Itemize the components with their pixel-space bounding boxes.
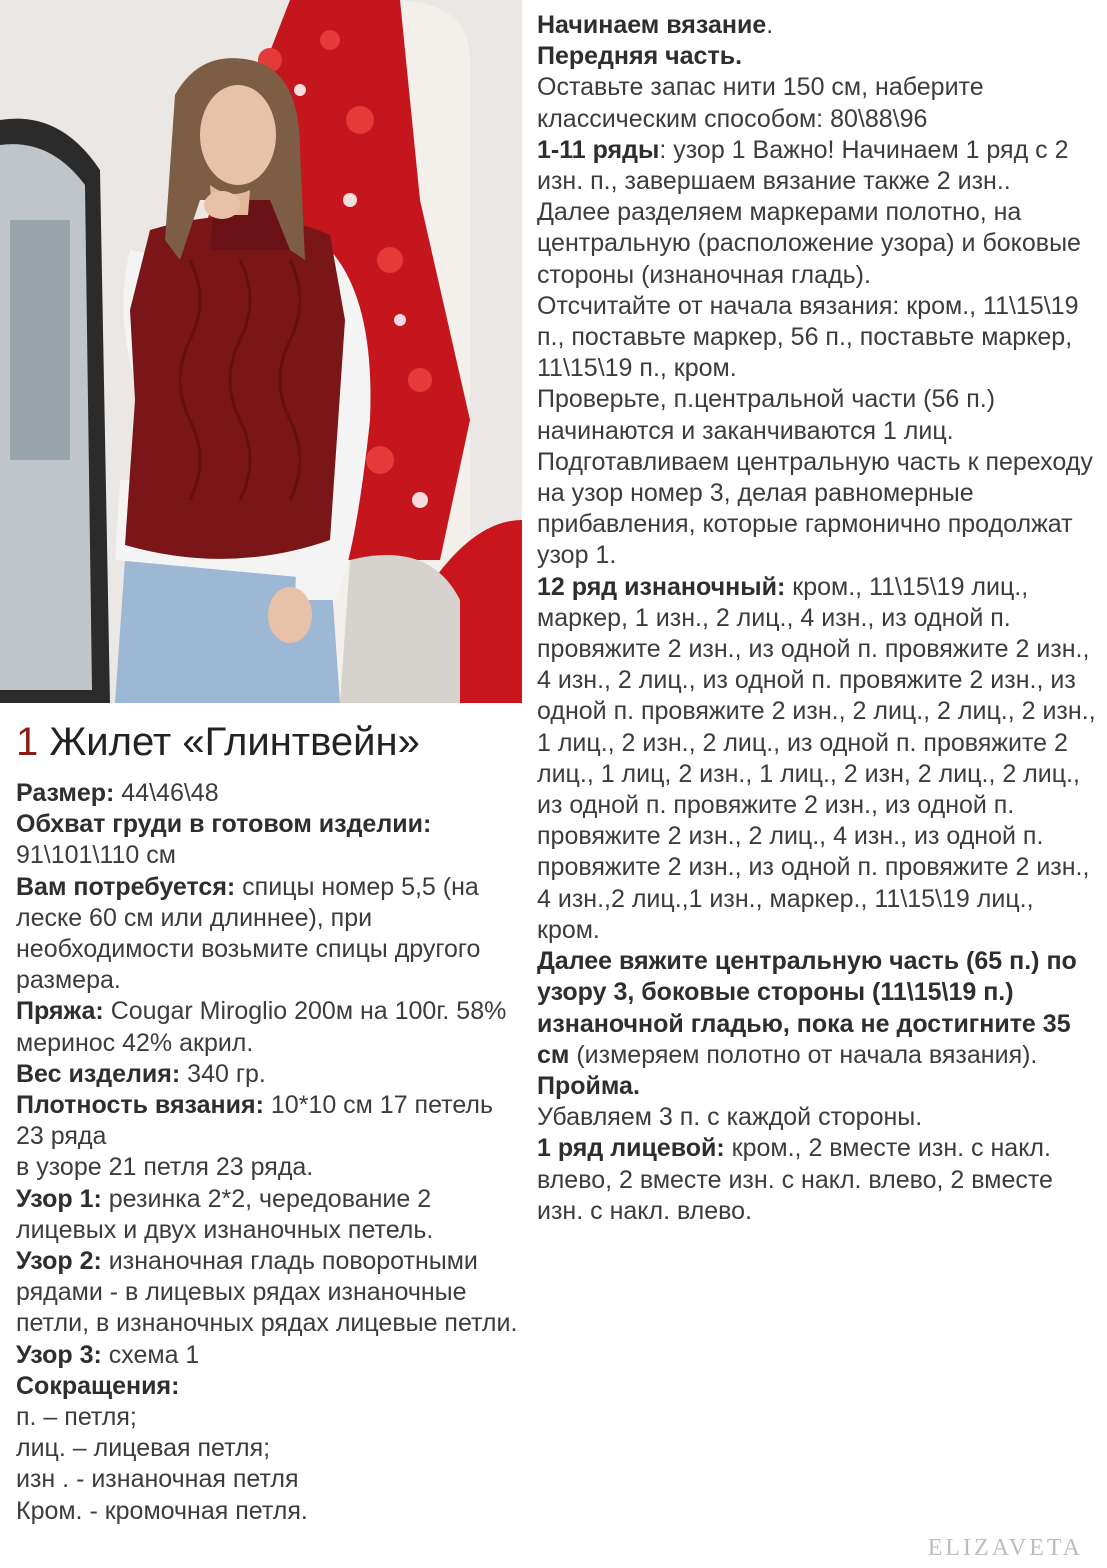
paragraph-text: Далее разделяем маркерами полотно, на центральную (расположение узора) и боковые стороны (изнаночная гладь). (537, 198, 1081, 289)
paragraph (16, 1464, 521, 1495)
paragraph (537, 946, 1097, 1071)
paragraph-label: Узор 1: (16, 1184, 102, 1213)
paragraph-label: Вес изделия: (16, 1059, 181, 1088)
paragraph (16, 1340, 521, 1371)
paragraph-label: 1 ряд лицевой: (537, 1134, 725, 1163)
paragraph (537, 41, 1097, 72)
left-column (16, 718, 521, 1527)
paragraph-label: Обхват груди в готовом изделии: (16, 810, 432, 839)
paragraph-text: 91\101\110 см (16, 841, 176, 870)
paragraph (16, 1433, 521, 1464)
paragraph (16, 1402, 521, 1433)
paragraph (537, 10, 1097, 41)
paragraph-label: Узор 3: (16, 1340, 102, 1369)
paragraph (537, 72, 1097, 134)
product-photo (0, 0, 522, 703)
paragraph-text: п. – петля; (16, 1403, 137, 1432)
paragraph-text: . (766, 11, 774, 39)
paragraph-text: в узоре 21 петля 23 ряда. (16, 1153, 314, 1182)
paragraph-label: Сокращения: (16, 1371, 180, 1400)
watermark: ELIZAVETA (927, 1535, 1083, 1561)
paragraph-text: изнаночная гладь поворотными рядами - в лицевых рядах изнаночные петли, в изнаночных рядах лицевые петли. (16, 1247, 518, 1338)
paragraph-text: схема 1 (101, 1340, 200, 1369)
paragraph-text: резинка 2*2, чередование 2 лицевых и двух изнаночных петель. (16, 1184, 434, 1244)
paragraph-text: Отсчитайте от начала вязания: кром., 11\15\19 п., поставьте маркер, 56 п., поставьте маркер, 11\15\19 п., кром. (537, 291, 1079, 383)
paragraph-label: Начинаем вязание (537, 11, 767, 39)
paragraph-text: кром., 2 вместе изн. с накл. влево, 2 вместе изн. с накл. влево, 2 вместе изн. с накл. влево. (537, 1134, 1053, 1225)
paragraph (537, 291, 1097, 385)
paragraph-label: Плотность вязания: (16, 1091, 264, 1120)
paragraph (16, 1090, 521, 1152)
paragraph (16, 778, 521, 809)
paragraph (16, 1152, 521, 1183)
paragraph-text: 10*10 см 17 петель 23 ряда (16, 1091, 494, 1151)
paragraph-text: Cougar Miroglio 200м на 100г. 58% меринос 42% акрил. (16, 997, 507, 1057)
paragraph (16, 1246, 521, 1340)
paragraph-label: Передняя часть. (537, 42, 743, 71)
paragraph-text: кром., 11\15\19 лиц., маркер, 1 изн., 2 лиц., 4 изн., из одной п. провяжите 2 изн., из одной п. провяжите 2 изн., 4 изн., 2 лиц., из одной п. провяжите 2 изн., из одной п. провяжите 2 изн., 2 лиц., 2 лиц., 2 изн., 1 лиц., 2 изн., 2 лиц., из одной п. провяжите 2 лиц., 1 лиц, 2 изн., 1 лиц., 2 изн, 2 лиц., 2 лиц., из одной п. провяжите 2 изн., из одной п. провяжите 2 изн., 2 лиц., 4 изн., из одной п. провяжите 2 изн., из одной п. провяжите 2 изн., 4 изн.,2 лиц.,1 изн., маркер., 11\15\19 лиц., кром. (537, 572, 1096, 944)
paragraph (537, 135, 1097, 197)
paragraph-text: Оставьте запас нити 150 см, наберите классическим способом: 80\88\96 (537, 73, 984, 133)
paragraph-label: Пряжа: (16, 997, 104, 1026)
paragraph-text: : узор 1 Важно! Начинаем 1 ряд с 2 изн. п., завершаем вязание также 2 изн.. (537, 135, 1069, 196)
paragraph-text: Кром. - кромочная петля. (16, 1496, 308, 1525)
paragraph (537, 384, 1097, 446)
knitting-instructions (537, 10, 1097, 1227)
paragraph-text: Проверьте, п.центральной части (56 п.) начинаются и заканчиваются 1 лиц. (537, 385, 996, 445)
paragraph (537, 1133, 1097, 1227)
paragraph-text: лиц. – лицевая петля; (16, 1434, 271, 1463)
paragraph (16, 1059, 521, 1090)
paragraph-label: 12 ряд изнаночный: (537, 572, 786, 601)
paragraph-text: спицы номер 5,5 (на леске 60 см или длиннее), при необходимости возьмите спицы другого размера. (16, 872, 481, 995)
paragraph (537, 447, 1097, 572)
paragraph (537, 1102, 1097, 1133)
paragraph-label: Узор 2: (16, 1247, 102, 1276)
paragraph-label: Пройма. (537, 1071, 640, 1100)
paragraph-text: Подготавливаем центральную часть к переходу на узор номер 3, делая равномерные прибавления, которые гармонично продолжат узор 1. (537, 447, 1093, 570)
paragraph-label: 1-11 ряды (537, 135, 660, 164)
paragraph (16, 1496, 521, 1527)
paragraph-text: Убавляем 3 п. с каждой стороны. (537, 1103, 923, 1132)
page-title (16, 718, 521, 766)
paragraph-text: 44\46\48 (114, 779, 219, 807)
paragraph-label: Размер: (16, 779, 115, 807)
paragraph-label: Далее вяжите центральную часть (65 п.) по узору 3, боковые стороны (11\15\19 п.) изнаночной гладью, пока не достигните 35 см (537, 947, 1077, 1069)
pattern-info (16, 778, 521, 1527)
paragraph (16, 996, 521, 1058)
paragraph-text: 340 гр. (180, 1059, 266, 1088)
paragraph (16, 1371, 521, 1402)
paragraph (537, 1071, 1097, 1102)
paragraph (537, 572, 1097, 946)
title-number: 1 (16, 720, 39, 764)
paragraph-text: изн . - изнаночная петля (16, 1465, 299, 1494)
title-name: Жилет «Глинтвейн» (49, 720, 420, 764)
paragraph (16, 809, 521, 871)
woman-in-vest-illustration (0, 0, 522, 703)
paragraph (16, 872, 521, 997)
paragraph-text: (измеряем полотно от начала вязания). (569, 1040, 1038, 1069)
paragraph (537, 197, 1097, 291)
right-column (537, 10, 1097, 1227)
paragraph (16, 1184, 521, 1246)
paragraph-label: Вам потребуется: (16, 872, 236, 901)
